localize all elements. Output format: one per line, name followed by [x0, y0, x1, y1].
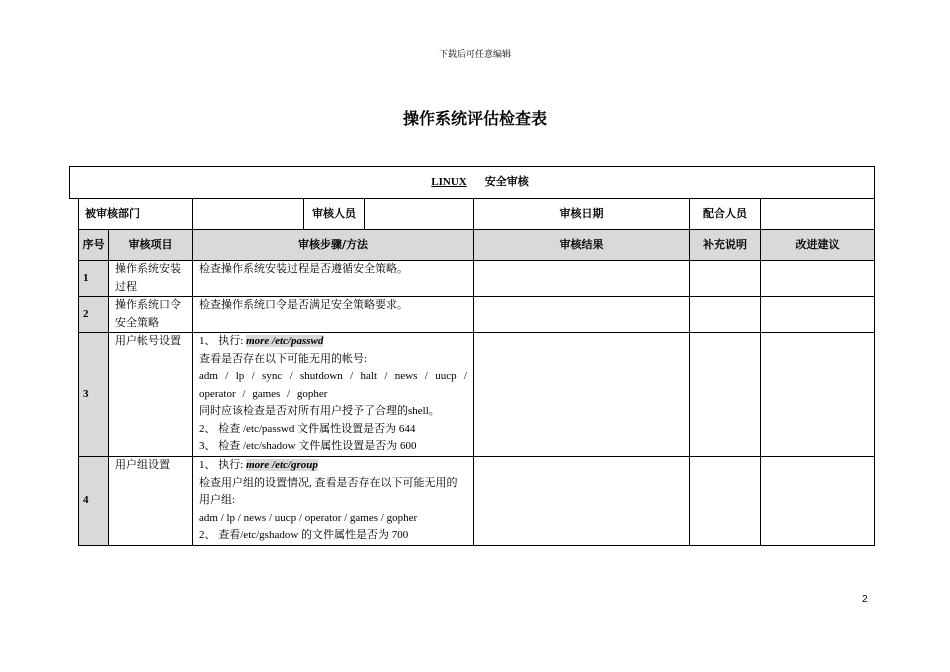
row-number: 4 — [79, 457, 109, 546]
method-step-1 — [199, 457, 467, 475]
auditor-value — [365, 199, 474, 230]
partner-label: 配合人员 — [690, 199, 761, 230]
col-seq: 序号 — [79, 230, 109, 261]
caption-os: LINUX — [431, 176, 467, 189]
row-method — [193, 457, 474, 546]
col-method: 审核步骤/方法 — [193, 230, 474, 261]
row-number: 3 — [79, 333, 109, 457]
step-prefix: 1、 执行: — [199, 459, 247, 471]
row-method: 检查操作系统安装过程是否遵循安全策略。 — [193, 261, 474, 297]
page-number: 2 — [862, 594, 868, 605]
row-item: 操作系统口令安全策略 — [109, 297, 193, 333]
dept-value — [193, 199, 304, 230]
row-result — [474, 261, 690, 297]
method-line: 3、 检查 /etc/shadow 文件属性设置是否为 600 — [199, 440, 417, 452]
meta-spacer — [70, 199, 79, 230]
col-note: 补充说明 — [690, 230, 761, 261]
table-caption — [70, 167, 875, 199]
caption-suffix: 安全审核 — [484, 175, 529, 189]
header-note: 下载后可任意编辑 — [438, 49, 511, 59]
row-method: 检查操作系统口令是否满足安全策略要求。 — [193, 297, 474, 333]
row-result — [474, 333, 690, 457]
table-caption-row — [70, 167, 875, 199]
method-line: adm / lp / news / uucp / operator / games / gopher — [199, 511, 418, 524]
row-note — [690, 297, 761, 333]
row-spacer — [70, 457, 79, 546]
method-step-1 — [199, 333, 467, 351]
row-suggest — [761, 333, 875, 457]
row-item: 用户帐号设置 — [109, 333, 193, 457]
row-number: 2 — [79, 297, 109, 333]
row-note — [690, 261, 761, 297]
command-text: more /etc/group — [246, 459, 318, 471]
header-spacer — [70, 230, 79, 261]
row-note — [690, 457, 761, 546]
col-suggest: 改进建议 — [761, 230, 875, 261]
row-note — [690, 333, 761, 457]
method-line: adm / lp / sync / shutdown / halt / news / uucp / operator / games / gopher — [199, 370, 467, 400]
table-row — [70, 261, 875, 297]
column-header-row — [70, 230, 875, 261]
audit-checklist-table — [69, 166, 875, 546]
method-line: 2、 检查 /etc/passwd 文件属性设置是否为 644 — [199, 422, 416, 435]
command-text: more /etc/passwd — [246, 335, 324, 347]
table-row — [70, 457, 875, 546]
row-method — [193, 333, 474, 457]
method-line: 2、 查看/etc/gshadow 的文件属性是否为 700 — [199, 529, 409, 541]
method-line: 同时应该检查是否对所有用户授予了合理的shell。 — [199, 405, 440, 417]
row-spacer — [70, 261, 79, 297]
row-suggest — [761, 261, 875, 297]
table-row — [70, 333, 875, 457]
row-spacer — [70, 333, 79, 457]
method-line: 查看是否存在以下可能无用的帐号: — [199, 352, 368, 365]
document-title: 操作系统评估检查表 — [402, 109, 547, 128]
method-line: 检查用户组的设置情况, 查看是否存在以下可能无用的用户组: — [199, 476, 458, 506]
row-item: 操作系统安装过程 — [109, 261, 193, 297]
row-spacer — [70, 297, 79, 333]
col-result: 审核结果 — [474, 230, 690, 261]
col-item: 审核项目 — [109, 230, 193, 261]
step-prefix: 1、 执行: — [199, 335, 247, 347]
row-number: 1 — [79, 261, 109, 297]
partner-value — [761, 199, 875, 230]
row-result — [474, 297, 690, 333]
row-result — [474, 457, 690, 546]
auditor-label: 审核人员 — [304, 199, 365, 230]
meta-row — [70, 199, 875, 230]
date-label: 审核日期 — [474, 199, 690, 230]
row-item: 用户组设置 — [109, 457, 193, 546]
table-row — [70, 297, 875, 333]
row-suggest — [761, 297, 875, 333]
row-suggest — [761, 457, 875, 546]
dept-label: 被审核部门 — [79, 199, 193, 230]
